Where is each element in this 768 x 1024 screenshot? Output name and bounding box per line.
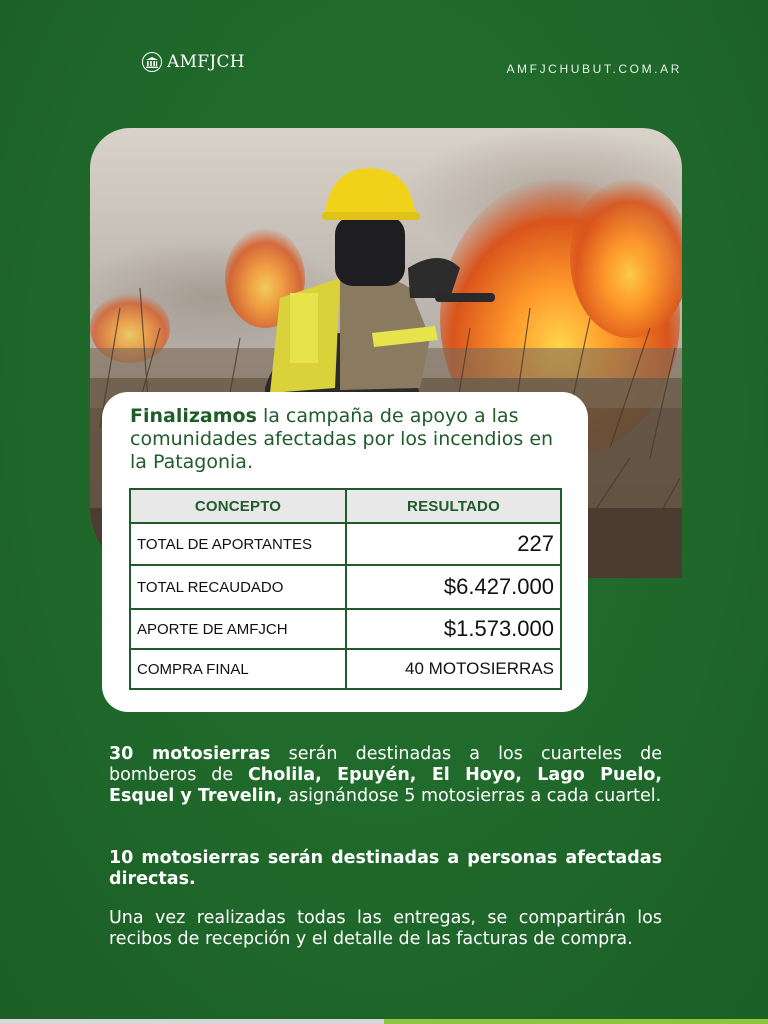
resultado-cell: 227: [346, 523, 561, 565]
p1-bold-places: Cholila, Epuyén, El Hoyo, Lago Puelo, Esquel y Trevelin,: [109, 765, 662, 806]
header-resultado: RESULTADO: [346, 489, 561, 523]
concepto-cell: APORTE DE AMFJCH: [130, 609, 346, 649]
logo-text: AMFJCH: [167, 52, 245, 72]
table-row: [130, 649, 561, 689]
p1-text: serán destinadas a los cuarteles de bomberos de: [109, 744, 662, 785]
building-icon: [142, 52, 162, 72]
resultado-cell: $6.427.000: [346, 565, 561, 609]
concepto-cell: TOTAL DE APORTANTES: [130, 523, 346, 565]
paragraph-distribution: [109, 744, 662, 807]
table-row: [130, 523, 561, 565]
bottom-accent-bar: [0, 1019, 768, 1024]
results-table: [129, 488, 562, 690]
header-concepto: CONCEPTO: [130, 489, 346, 523]
campaign-intro: [130, 405, 570, 474]
logo: [142, 52, 245, 72]
paragraph-direct: 10 motosierras serán destinadas a personas afectadas directas.: [109, 848, 662, 889]
p1-bold-count: 30 motosierras: [109, 744, 271, 764]
table-row: [130, 609, 561, 649]
concepto-cell: COMPRA FINAL: [130, 649, 346, 689]
p1-text-end: asignándose 5 motosierras a cada cuartel.: [282, 786, 662, 806]
intro-bold: Finalizamos: [130, 405, 257, 427]
table-row: [130, 565, 561, 609]
resultado-cell: $1.573.000: [346, 609, 561, 649]
table-header-row: [130, 489, 561, 523]
intro-text: la campaña de apoyo a las comunidades afectadas por los incendios en la Patagonia.: [130, 405, 554, 473]
paragraph-receipts: Una vez realizadas todas las entregas, se compartirán los recibos de recepción y el detalle de las facturas de compra.: [109, 908, 662, 949]
concepto-cell: TOTAL RECAUDADO: [130, 565, 346, 609]
resultado-cell: 40 MOTOSIERRAS: [346, 649, 561, 689]
website-url[interactable]: AMFJCHUBUT.COM.AR: [506, 62, 682, 76]
